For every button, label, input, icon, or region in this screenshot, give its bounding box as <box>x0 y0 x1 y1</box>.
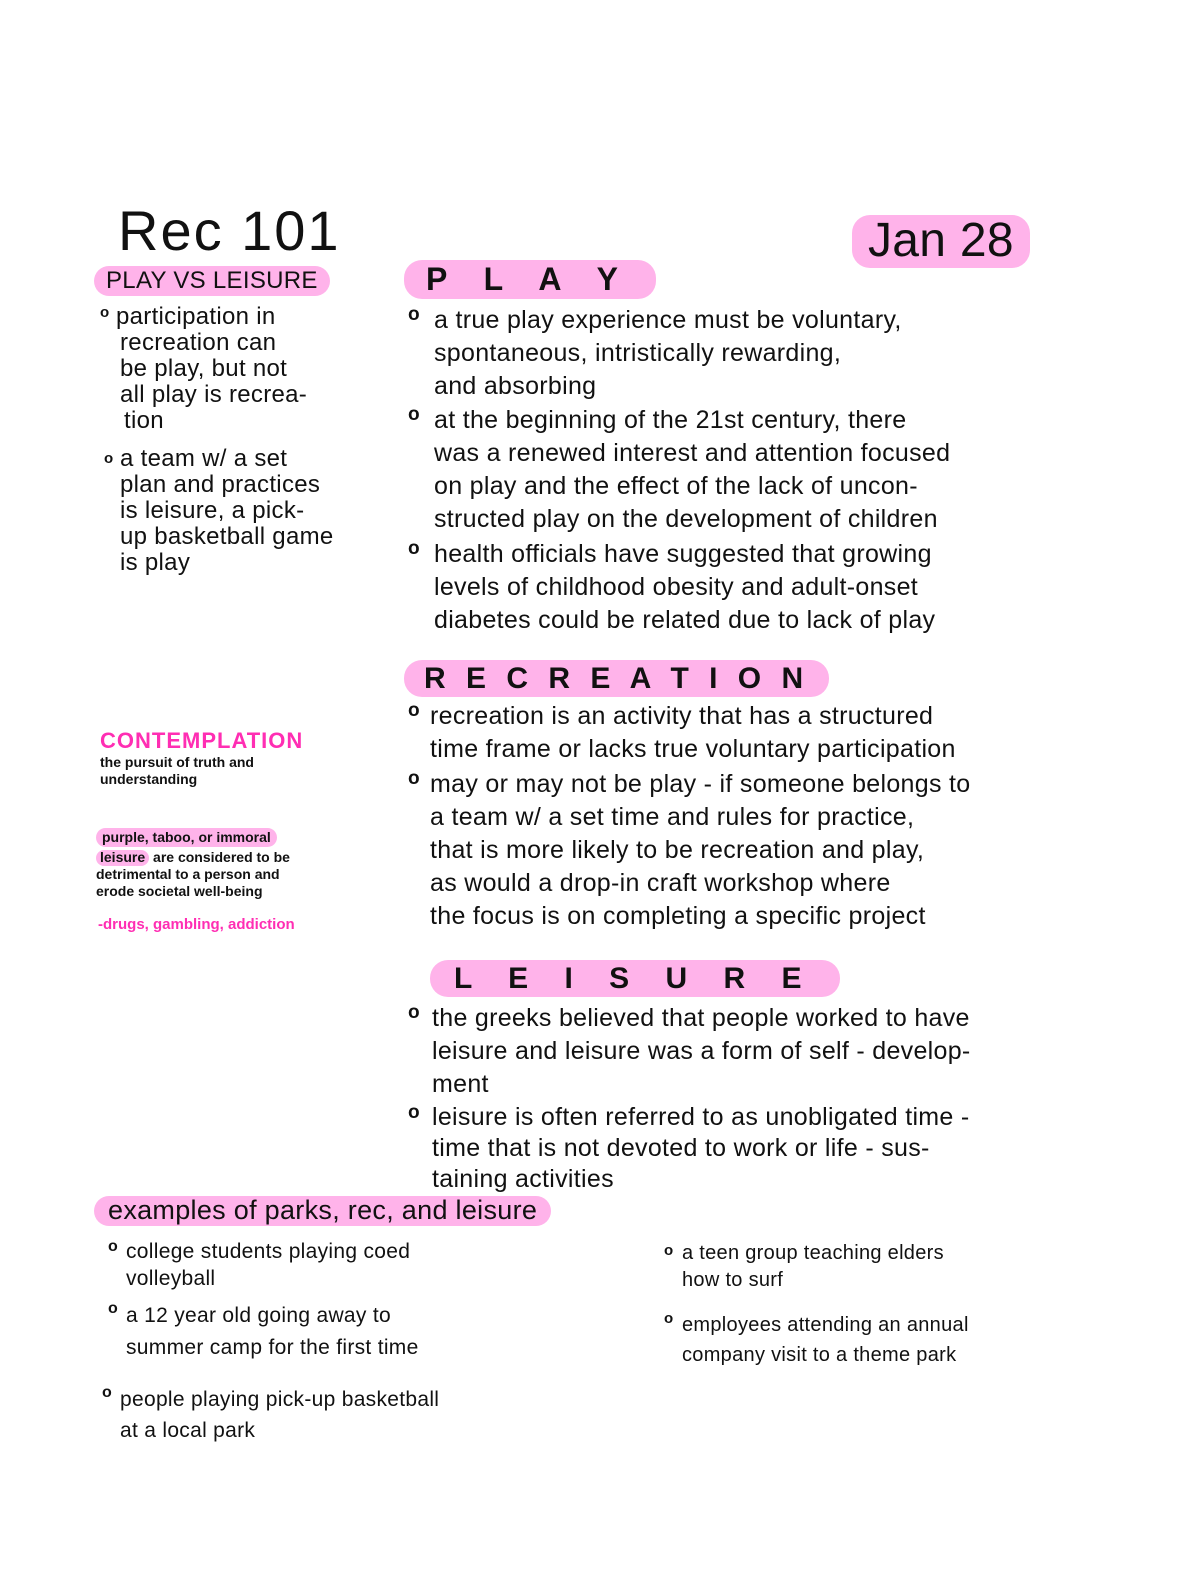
text-line: how to surf <box>682 1269 784 1291</box>
text-line: understanding <box>100 771 198 787</box>
bullet-icon: o <box>408 768 420 789</box>
text-line: a 12 year old going away to <box>126 1304 391 1327</box>
date-highlight <box>852 215 1030 268</box>
text-line: leisure is often referred to as unobligated time - <box>432 1103 970 1131</box>
text-line: erode societal well-being <box>96 883 263 900</box>
text-line: a true play experience must be voluntary, <box>434 306 902 334</box>
bullet-icon: o <box>104 450 114 467</box>
bullet-icon: o <box>408 304 420 325</box>
bullet-icon: o <box>408 404 420 425</box>
leisure-heading-wrap <box>430 960 840 997</box>
text-line: be play, but not <box>120 355 288 382</box>
text-line: may or may not be play - if someone belongs to <box>430 770 971 798</box>
text-line: the focus is on completing a specific project <box>430 902 926 930</box>
date-label: Jan 28 <box>852 215 1030 268</box>
play-vs-leisure-heading-wrap <box>94 266 330 296</box>
bullet-icon: o <box>664 1242 674 1259</box>
text-line: on play and the effect of the lack of uncon- <box>434 472 918 500</box>
text-line: structed play on the development of children <box>434 505 938 533</box>
bullet-icon: o <box>408 1002 420 1023</box>
text-line: summer camp for the first time <box>126 1336 419 1359</box>
text-line: the greeks believed that people worked to have <box>432 1004 970 1032</box>
bullet-icon: o <box>408 538 420 559</box>
bullet-icon: o <box>102 1384 112 1401</box>
text-line: diabetes could be related due to lack of play <box>434 606 936 634</box>
text-line: college students playing coed <box>126 1240 411 1263</box>
recreation-heading-wrap <box>404 660 829 697</box>
text-line: purple, taboo, or immoral <box>96 828 277 847</box>
text-line: that is more likely to be recreation and play, <box>430 836 925 864</box>
text-line: detrimental to a person and <box>96 866 280 883</box>
text-line: a team w/ a set time and rules for practice, <box>430 803 915 831</box>
text-line: and absorbing <box>434 372 597 400</box>
text-line: time frame or lacks true voluntary participation <box>430 735 956 763</box>
bullet-icon: o <box>664 1310 674 1327</box>
recreation-heading: R E C R E A T I O N <box>404 660 829 697</box>
text-line: ment <box>432 1070 489 1098</box>
text-line: all play is recrea- <box>120 381 308 408</box>
text-line: at the beginning of the 21st century, there <box>434 406 907 434</box>
text-line: a teen group teaching elders <box>682 1242 944 1264</box>
text-line: is play <box>120 549 191 576</box>
text-line: was a renewed interest and attention focused <box>434 439 951 467</box>
text-line: people playing pick-up basketball <box>120 1388 440 1411</box>
bullet-icon: o <box>108 1238 118 1255</box>
text-line: at a local park <box>120 1419 256 1442</box>
leisure-heading: L E I S U R E <box>430 960 840 997</box>
text-line: are considered to be <box>149 849 290 866</box>
text-line: health officials have suggested that growing <box>434 540 932 568</box>
text-line: as would a drop-in craft workshop where <box>430 869 891 897</box>
course-title: Rec 101 <box>118 199 341 262</box>
bullet-icon: o <box>408 700 420 721</box>
play-heading: P L A Y <box>404 260 656 299</box>
text-line: participation in <box>116 303 276 330</box>
bullet-icon: o <box>100 304 110 321</box>
play-heading-wrap <box>404 260 656 299</box>
purple-leisure-note <box>96 828 386 900</box>
play-vs-leisure-heading: PLAY VS LEISURE <box>94 266 330 296</box>
examples-heading-wrap <box>94 1196 551 1226</box>
text-line: employees attending an annual <box>682 1314 969 1336</box>
text-line: levels of childhood obesity and adult-onset <box>434 573 919 601</box>
purple-leisure-examples: -drugs, gambling, addiction <box>98 916 295 933</box>
text-line: leisure and leisure was a form of self - develop- <box>432 1037 971 1065</box>
text-line: company visit to a theme park <box>682 1344 957 1366</box>
highlight-word-leisure: leisure <box>96 850 149 865</box>
bullet-icon: o <box>108 1300 118 1317</box>
contemplation-definition <box>100 754 254 788</box>
text-line: taining activities <box>432 1165 614 1193</box>
text-line: time that is not devoted to work or life - sus- <box>432 1134 930 1162</box>
text-line: tion <box>124 407 164 434</box>
text-line: spontaneous, intristically rewarding, <box>434 339 842 367</box>
text-line: recreation is an activity that has a structured <box>430 702 934 730</box>
bullet-icon: o <box>408 1102 420 1123</box>
text-line: a team w/ a set <box>120 445 288 472</box>
text-line: up basketball game <box>120 523 334 550</box>
text-line: the pursuit of truth and <box>100 754 254 770</box>
text-line: plan and practices <box>120 471 321 498</box>
contemplation-heading: CONTEMPLATION <box>100 728 304 753</box>
text-line: recreation can <box>120 329 277 356</box>
text-line: is leisure, a pick- <box>120 497 305 524</box>
examples-heading: examples of parks, rec, and leisure <box>94 1196 551 1226</box>
text-line: volleyball <box>126 1267 216 1290</box>
